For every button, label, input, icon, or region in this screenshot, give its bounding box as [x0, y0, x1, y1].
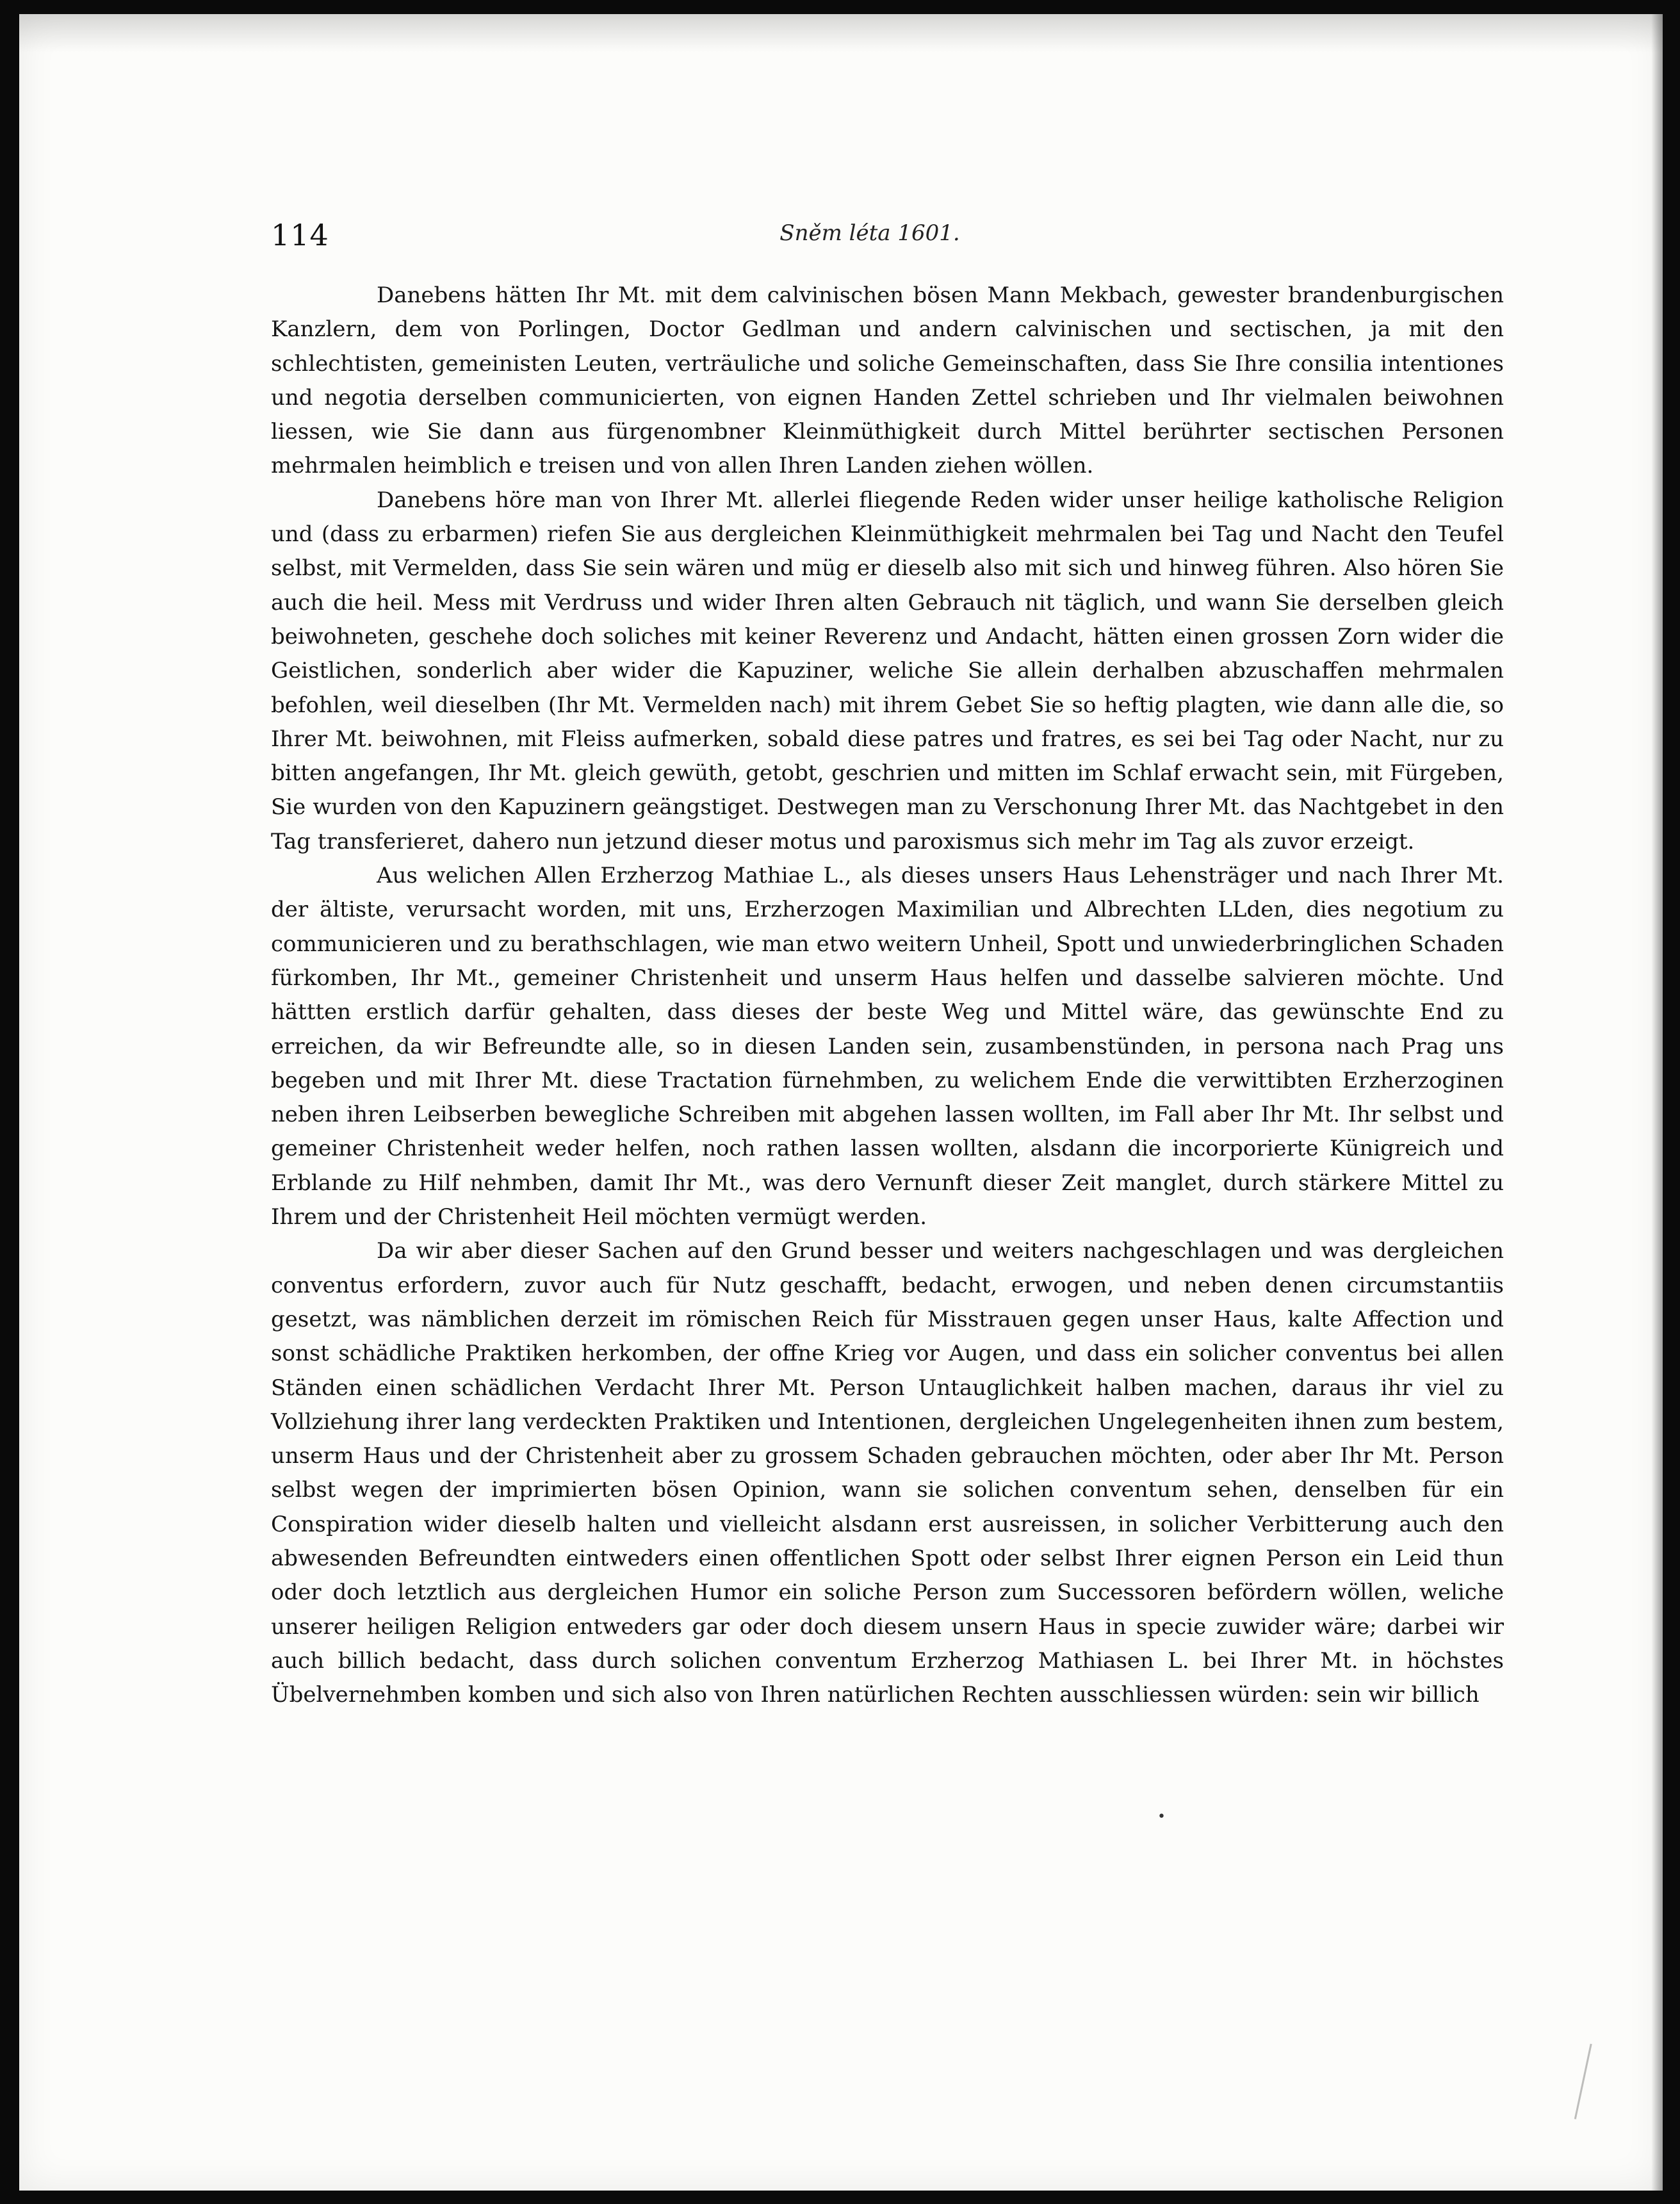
page-header: [255, 206, 1485, 257]
pencil-margin-mark: [1574, 2044, 1606, 2123]
page-number: 114: [271, 218, 329, 252]
paragraph-4: Da wir aber dieser Sachen auf den Grund besser und weiters nachgeschlagen und was dergleichen conventus erfordern, zuvor auch für Nutz geschafft, bedacht, erwogen, und neben denen circumstantiis gesetzt, was nämblichen derzeit im römischen Reich für Misstrauen gegen unser Haus, kalte Affection und sonst schädliche Praktiken herkomben, der offne Krieg vor Augen, und dass ein solicher conventus bei allen Ständen einen schädlichen Verdacht Ihrer Mt. Person Untauglichkeit halben machen, daraus ihr viel zu Vollziehung ihrer lang verdeckten Praktiken und Intentionen, dergleichen Ungelegenheiten ihnen zum bestem, unserm Haus und der Christenheit aber zu grossem Schaden gebrauchen möchten, oder aber Ihr Mt. Person selbst wegen der imprimierten bösen Opinion, wann sie solichen conventum sehen, denselben für ein Conspiration wider dieselb halten und vielleicht alsdann erst ausreissen, in solicher Verbitterung auch den abwesenden Befreundten eintweders einen offentlichen Spott oder selbst Ihrer eignen Person ein Leid thun oder doch letztlich aus dergleichen Humor ein soliche Person zum Successoren befördern wöllen, weliche unserer heiligen Religion entweders gar oder doch diesem unsern Haus in specie zuwider wäre; darbei wir auch billich bedacht, dass durch solichen conventum Erzherzog Mathiasen L. bei Ihrer Mt. in höchstes Übelvernehmben komben und sich also von Ihren natürlichen Rechten ausschliessen würden: sein wir billich: [271, 1238, 1504, 1708]
scanned-page: [19, 14, 1663, 2191]
paragraph-2: Danebens höre man von Ihrer Mt. allerlei fliegende Reden wider unser heilige katholische Religion und (dass zu erbarmen) riefen Sie aus dergleichen Kleinmüthigkeit mehrmalen bei Tag und Nacht den Teufel selbst, mit Vermelden, dass Sie sein wären und müg er dieselb also mit sich und hinweg führen. Also hören Sie auch die heil. Mess mit Verdruss und wider Ihren alten Gebrauch nit täglich, und wann Sie derselben gleich beiwohneten, geschehe doch soliches mit keiner Reverenz und Andacht, hätten einen grossen Zorn wider die Geistlichen, sonderlich aber wider die Kapuziner, weliche Sie allein derhalben abzuschaffen mehrmalen befohlen, weil dieselben (Ihr Mt. Vermelden nach) mit ihrem Gebet Sie so heftig plagten, wie dann alle die, so Ihrer Mt. beiwohnen, mit Fleiss aufmerken, sobald diese patres und fratres, es sei bei Tag oder Nacht, nur zu bitten angefangen, Ihr Mt. gleich gewüth, getobt, geschrien und mitten im Schlaf erwacht sein, mit Fürgeben, Sie wurden von den Kapuzinern geängstiget. Destwegen man zu Verschonung Ihrer Mt. das Nachtgebet in den Tag transferieret, dahero nun jetzund dieser motus und paroxismus sich mehr im Tag als zuvor erzeigt.: [271, 487, 1504, 854]
running-title: Sněm léta 1601.: [779, 220, 960, 246]
paragraph-3: Aus welichen Allen Erzherzog Mathiae L., als dieses unsers Haus Lehensträger und nach Ihrer Mt. der ältiste, verursacht worden, mit uns, Erzherzogen Maximilian und Albrechten LLden, dies negotium zu communicieren und zu berathschlagen, wie man etwo weitern Unheil, Spott und unwiederbringlichen Schaden fürkomben, Ihr Mt., gemeiner Christenheit und unserm Haus helfen und dasselbe salvieren möchte. Und hättten erstlich darfür gehalten, dass dieses der beste Weg und Mittel wäre, das gewünschte End zu erreichen, da wir Befreundte alle, so in diesen Landen sein, zusambenstünden, in persona nach Prag uns begeben und mit Ihrer Mt. diese Tractation fürnehmben, zu welichem Ende die verwittibten Erzherzoginen neben ihren Leibserben bewegliche Schreiben mit abgehen lassen wollten, im Fall aber Ihr Mt. Ihr selbst und gemeiner Christenheit weder helfen, noch rathen lassen wollten, alsdann die incorporierte Künigreich und Erblande zu Hilf nehmben, damit Ihr Mt., was dero Vernunft dieser Zeit manglet, durch stärkere Mittel zu Ihrem und der Christenheit Heil möchten vermügt werden.: [271, 863, 1504, 1230]
paragraph-1: Danebens hätten Ihr Mt. mit dem calvinischen bösen Mann Mekbach, gewester brandenburgischen Kanzlern, dem von Porlingen, Doctor Gedlman und andern calvinischen und sectischen, ja mit den schlechtisten, gemeinisten Leuten, verträuliche und soliche Gemeinschaften, dass Sie Ihre consilia intentiones und negotia derselben communicierten, von eignen Handen Zettel schrieben und Ihr vielmalen beiwohnen liessen, wie Sie dann aus fürgenombner Kleinmüthigkeit durch Mittel berührter sectischen Personen mehrmalen heimblich e treisen und von allen Ihren Landen ziehen wöllen.: [271, 282, 1504, 479]
printer-mark: •: [1157, 1809, 1166, 1825]
document-text: [271, 279, 1504, 1712]
page-edge-shadow: [1651, 14, 1663, 2191]
scan-shadow: [19, 14, 1663, 53]
